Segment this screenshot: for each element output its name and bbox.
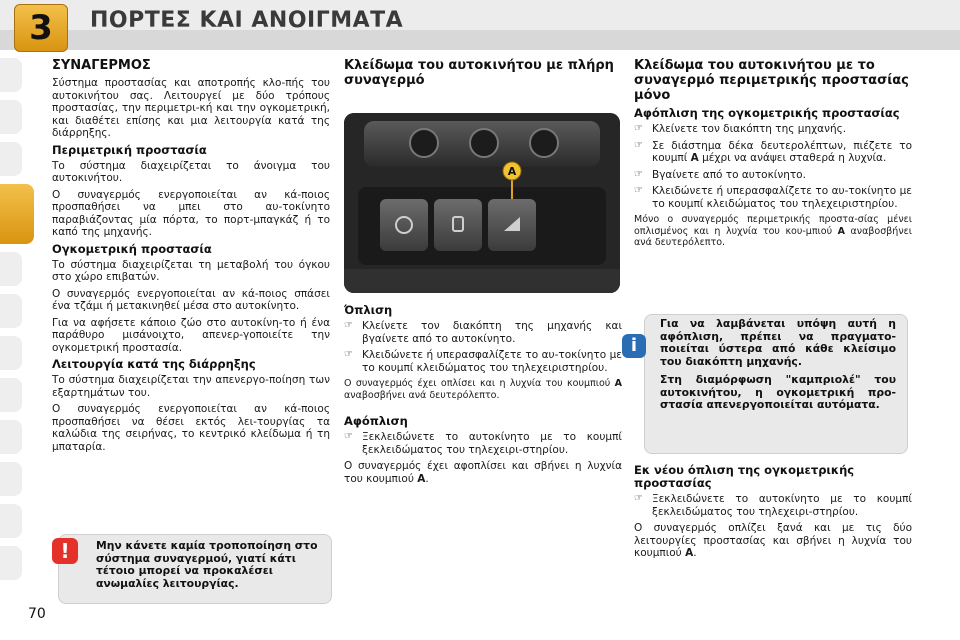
side-tab — [0, 142, 22, 176]
bullet-item: ☞ Κλείνετε τον διακόπτη της μηχανής και βγαίνετε από το αυτοκίνητο. — [344, 320, 622, 345]
pointer-icon: ☞ — [344, 320, 353, 331]
column-full-alarm — [344, 58, 622, 92]
arming-note: Ο συναγερμός έχει οπλίσει και η λυχνία του κουμπιού A αναβοσβήνει ανά δευτερόλεπτο. — [344, 378, 622, 401]
side-tab — [0, 546, 22, 580]
rearm-note: Ο συναγερμός οπλίζει ξανά και με τις δύο λειτουργίες προστασίας και σβήνει η λυχνία του κουμπιού A. — [634, 522, 912, 559]
pointer-icon: ☞ — [634, 493, 643, 504]
info-paragraph: Για να λαμβάνεται υπόψη αυτή η αφόπλιση, πρέπει να πραγματο-ποιείται ύστερα από κάθε κλείσιμο του διακόπτη μηχανής. — [660, 317, 896, 368]
perimetric-note: Μόνο ο συναγερμός περιμετρικής προστα-σίας μένει οπλισμένος και η λυχνία του κου-μπιού A αναβοσβήνει ανά δευτερόλεπτο. — [634, 214, 912, 248]
section-title: Κλείδωμα του αυτοκινήτου με πλήρη συναγερμό — [344, 58, 614, 88]
side-tab — [0, 100, 22, 134]
info-paragraph: Στη διαμόρφωση "καμπριολέ" του αυτοκινήτου, η ογκομετρική προ-στασία απενεργοποιείται αυτόματα. — [660, 373, 896, 411]
page-header — [0, 0, 960, 50]
page-number: 70 — [28, 606, 46, 622]
side-tab — [0, 294, 22, 328]
side-tab — [0, 252, 22, 286]
arming-title: Όπλιση — [344, 303, 393, 317]
disarm-note: Ο συναγερμός έχει αφοπλίσει και σβήνει η λυχνία του κουμπιού A. — [344, 460, 622, 485]
antitamper-text: Ο συναγερμός ενεργοποιείται αν κά-ποιος προσπαθήσει να θέσει εκτός λει-τουργίας τα καλώδια της σειρήνας, το κεντρικό κλείδωμα ή τη μπαταρία. — [52, 403, 330, 453]
bullet-item: ☞ Ξεκλειδώνετε το αυτοκίνητο με το κουμπί ξεκλειδώματος του τηλεχειρι-στηρίου. — [634, 493, 912, 518]
section-title: ΣΥΝΑΓΕΡΜΟΣ — [52, 58, 151, 73]
section-title: Κλείδωμα του αυτοκινήτου με το συναγερμό περιμετρικής προστασίας μόνο — [634, 58, 909, 103]
side-tab — [0, 336, 22, 370]
info-icon: i — [622, 334, 646, 358]
volumetric-text: Ο συναγερμός ενεργοποιείται αν κά-ποιος σπάσει ένα τζάμι ή μετακινηθεί μέσα στο αυτοκίνητο. — [52, 287, 330, 312]
column-full-alarm-body — [344, 300, 622, 489]
chapter-number: 3 — [29, 8, 53, 48]
antitamper-text: Το σύστημα διαχειρίζεται την απενεργο-ποίηση των εξαρτημάτων του. — [52, 374, 330, 399]
warning-icon: ! — [52, 538, 78, 564]
perimetric-text: Ο συναγερμός ενεργοποιείται αν κά-ποιος προσπαθήσει να μπει στο αυ-τοκίνητο παραβιάζοντας μία πόρτα, το πορτ-μπαγκάζ ή το καπό της μηχανής. — [52, 188, 330, 238]
column-alarm — [52, 58, 330, 457]
column-rearm — [634, 460, 912, 564]
warning-text: Μην κάνετε καμία τροποποίηση στο σύστημα συναγερμού, γιατί κάτι τέτοιο μπορεί να προκαλέσει ανωμαλίες λειτουργίας. — [96, 539, 318, 590]
sub-title: Αφόπλιση της ογκομετρικής προστασίας — [634, 106, 900, 120]
bullet-item: ☞ Σε διάστημα δέκα δευτερολέπτων, πιέζετε το κουμπί A μέχρι να ανάψει σταθερά η λυχνία. — [634, 139, 912, 164]
header-band — [0, 30, 960, 50]
pointer-icon: ☞ — [634, 123, 643, 134]
bullet-item: ☞ Κλειδώνετε ή υπερασφαλίζετε το αυ-τοκίνητο με το κουμπί κλειδώματος του τηλεχειριστηρίου. — [344, 349, 622, 374]
volumetric-text: Για να αφήσετε κάποιο ζώο στο αυτοκίνη-το ή ένα παράθυρο μισάνοιχτο, απενερ-γοποιείτε την ογκομετρική προστασία. — [52, 316, 330, 354]
bullet-item: ☞ Κλείνετε τον διακόπτη της μηχανής. — [634, 123, 847, 135]
info-text — [660, 318, 896, 412]
side-tab — [0, 58, 22, 92]
side-tab — [0, 504, 22, 538]
side-tab — [0, 378, 22, 412]
dashboard-photo — [344, 113, 620, 293]
pointer-icon: ☞ — [344, 431, 353, 442]
bullet-item: ☞ Ξεκλειδώνετε το αυτοκίνητο με το κουμπί ξεκλειδώματος του τηλεχειρι-στηρίου. — [344, 431, 622, 456]
side-tab-active — [0, 184, 34, 244]
chapter-badge — [14, 4, 68, 52]
side-tab — [0, 420, 22, 454]
intro-text: Σύστημα προστασίας και αποτροπής κλο-πής του αυτοκινήτου σας. Λειτουργεί με δύο τρόπους προστασίας, την περιμετρι-κή και την ογκομετρική, και διαθέτει επίσης και μια λειτουργία κατά της διάρρηξης. — [52, 77, 330, 139]
photo-label-a: A — [507, 165, 517, 178]
perimetric-title: Περιμετρική προστασία — [52, 142, 207, 157]
disarm-title: Αφόπλιση — [344, 414, 408, 428]
dashboard-illustration — [344, 113, 620, 293]
perimetric-text: Το σύστημα διαχειρίζεται το άνοιγμα του αυτοκινήτου. — [52, 159, 330, 184]
pointer-icon: ☞ — [634, 185, 643, 196]
volumetric-title: Ογκομετρική προστασία — [52, 241, 212, 256]
bullet-item: ☞ Βγαίνετε από το αυτοκίνητο. — [634, 168, 806, 181]
antitamper-title: Λειτουργία κατά της διάρρηξης — [52, 357, 256, 371]
sub-title: Εκ νέου όπλιση της ογκομετρικής προστασίας — [634, 463, 855, 490]
pointer-icon: ☞ — [634, 168, 643, 180]
side-tab — [0, 462, 22, 496]
pointer-icon: ☞ — [344, 349, 353, 360]
column-perimetric-only — [634, 58, 912, 253]
pointer-icon: ☞ — [634, 139, 643, 151]
bullet-item: ☞ Κλειδώνετε ή υπερασφαλίζετε το αυ-τοκίνητο με το κουμπί κλειδώματος του τηλεχειριστηρίου. — [634, 185, 912, 210]
volumetric-text: Το σύστημα διαχειρίζεται τη μεταβολή του όγκου στο χώρο επιβατών. — [52, 258, 330, 283]
page-title: ΠΟΡΤΕΣ ΚΑΙ ΑΝΟΙΓΜΑΤΑ — [90, 8, 404, 33]
